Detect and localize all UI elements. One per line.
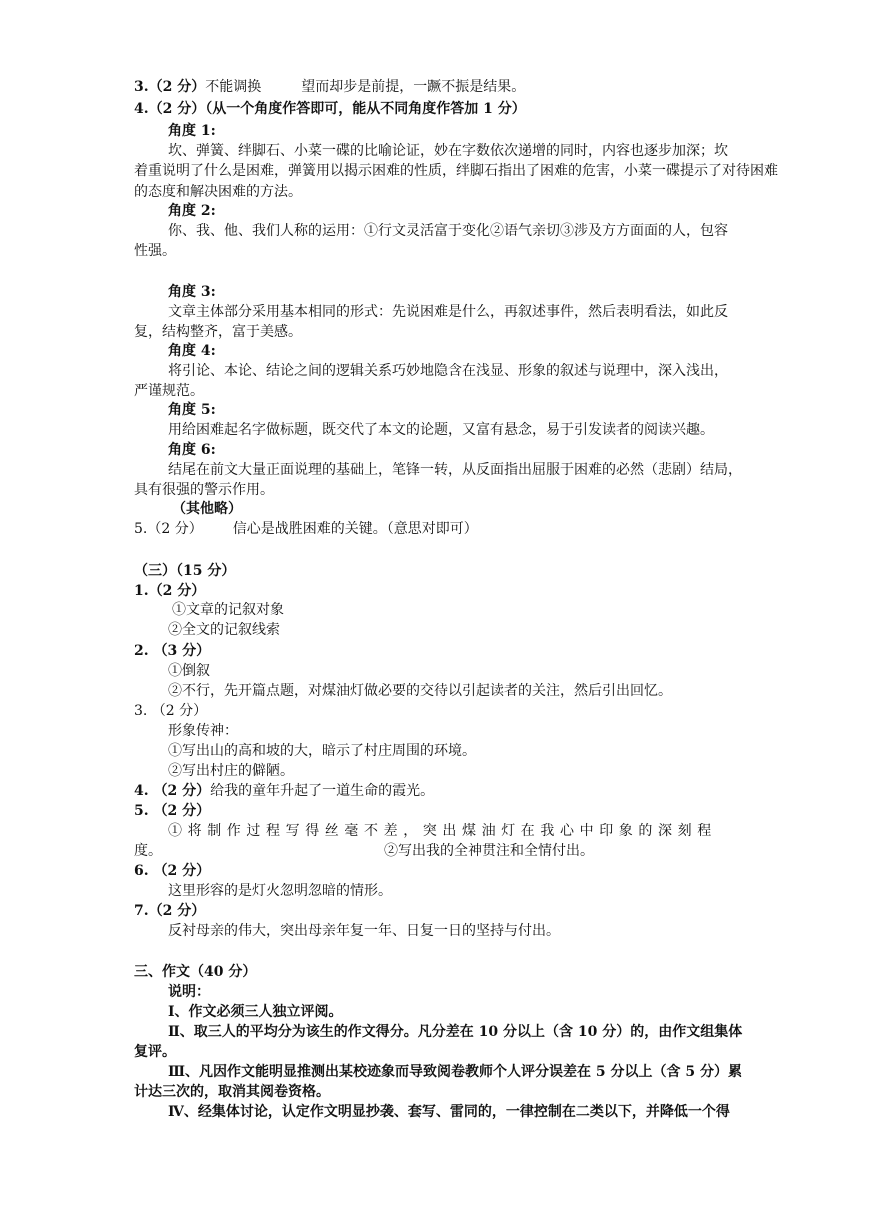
s3-q5-line1: ①将制作过程写得丝毫不差，突出煤油灯在我心中印象的深刻程	[168, 823, 717, 839]
angle-4-line1: 将引论、本论、结论之间的逻辑关系巧妙地隐含在浅显、形象的叙述与说理中，深入浅出，	[168, 363, 728, 379]
angle-3-title: 角度 3:	[168, 284, 216, 300]
s3-q5-line2	[134, 841, 594, 861]
angle-3-line1: 文章主体部分采用基本相同的形式：先说困难是什么，再叙述事件，然后表明看法，如此反	[168, 304, 728, 320]
s3-q5-line2b: ②写出我的全神贯注和全情付出。	[384, 843, 594, 859]
q5-answer: 信心是战胜困难的关键。（意思对即可）	[232, 521, 478, 537]
q5-line	[134, 519, 478, 539]
other-omitted: （其他略）	[172, 501, 242, 517]
angle-6-line1: 结尾在前文大量正面说理的基础上，笔锋一转，从反面指出屈服于困难的必然（悲剧）结局，	[168, 462, 742, 478]
angle-5-line1: 用给困难起名字做标题，既交代了本文的论题，又富有悬念，易于引发读者的阅读兴趣。	[168, 422, 714, 438]
angle-1-line1: 坎、弹簧、绊脚石、小菜一碟的比喻论证，妙在字数依次递增的同时，内容也逐步加深；坎	[168, 143, 728, 159]
s3-q3-number: 3. （2 分）	[134, 703, 208, 719]
essay-rule-4-line1: Ⅳ、经集体讨论，认定作文明显抄袭、套写、雷同的，一律控制在二类以下，并降低一个得	[168, 1104, 730, 1120]
q5-number: 5.（2 分）	[134, 521, 203, 537]
essay-rule-2-line2: 复评。	[134, 1044, 176, 1060]
s3-q4-number: 4. （2 分）	[134, 783, 211, 799]
s3-q5-number: 5. （2 分）	[134, 803, 211, 819]
s3-q1-number: 1.（2 分）	[134, 583, 206, 599]
s3-q7-answer: 反衬母亲的伟大，突出母亲年复一年、日复一日的坚持与付出。	[168, 923, 560, 939]
s3-q3-item-3: ②写出村庄的僻陋。	[168, 763, 294, 779]
essay-rule-1: Ⅰ、作文必须三人独立评阅。	[168, 1004, 343, 1020]
q4-heading: 4.（2 分）（从一个角度作答即可，能从不同角度作答加 1 分）	[134, 101, 526, 117]
s3-q5-line2a: 度。	[134, 843, 162, 859]
angle-3-rest: 复，结构整齐，富于美感。	[134, 324, 302, 340]
angle-4-title: 角度 4:	[168, 343, 216, 359]
essay-rule-2-line1: Ⅱ、取三人的平均分为该生的作文得分。凡分差在 10 分以上（含 10 分）的，由作文组集体	[168, 1024, 743, 1040]
s3-q2-item-1: ①倒叙	[168, 663, 210, 679]
essay-rule-3-line1: Ⅲ、凡因作文能明显推测出某校迹象而导致阅卷教师个人评分误差在 5 分以上（含 5 分）累	[168, 1064, 743, 1080]
s3-q4-answer: 给我的童年升起了一道生命的霞光。	[210, 783, 435, 799]
angle-2-title: 角度 2:	[168, 203, 216, 219]
angle-6-rest: 具有很强的警示作用。	[134, 482, 274, 498]
s3-q4-line	[134, 781, 434, 801]
s3-q2-item-2: ②不行，先开篇点题，对煤油灯做必要的交待以引起读者的关注，然后引出回忆。	[168, 683, 672, 699]
s3-q7-number: 7.（2 分）	[134, 903, 206, 919]
s3-q1-item-2: ②全文的记叙线索	[168, 622, 280, 638]
q3-answer-b: 望而却步是前提，一蹶不振是结果。	[301, 79, 526, 95]
essay-note: 说明：	[168, 984, 210, 1000]
q3-line	[134, 77, 525, 97]
angle-1-rest: 着重说明了什么是困难，弹簧用以揭示困难的性质，绊脚石指出了困难的危害，小菜一碟提示了对待困难的态度和解决困难的方法。	[134, 163, 778, 200]
section-3-heading: （三）（15 分）	[134, 563, 236, 579]
s3-q3-item-2: ①写出山的高和坡的大，暗示了村庄周围的环境。	[168, 743, 476, 759]
angle-5-title: 角度 5:	[168, 402, 216, 418]
q3-number: 3.（2 分）	[134, 79, 206, 95]
essay-heading: 三、作文（40 分）	[134, 964, 257, 980]
angle-4-rest: 严谨规范。	[134, 383, 204, 399]
s3-q2-number: 2. （3 分）	[134, 643, 211, 659]
angle-2-line1: 你、我、他、我们人称的运用：①行文灵活富于变化②语气亲切③涉及方方面面的人，包容	[168, 223, 728, 239]
s3-q1-item-1: ①文章的记叙对象	[172, 602, 284, 618]
q3-answer-a: 不能调换	[205, 79, 262, 95]
angle-1-title: 角度 1:	[168, 123, 216, 139]
s3-q6-answer: 这里形容的是灯火忽明忽暗的情形。	[168, 883, 392, 899]
angle-2-rest: 性强。	[134, 243, 176, 259]
s3-q6-number: 6. （2 分）	[134, 863, 211, 879]
essay-rule-3-line2: 计达三次的，取消其阅卷资格。	[134, 1084, 330, 1100]
s3-q3-item-1: 形象传神：	[168, 723, 238, 739]
angle-6-title: 角度 6:	[168, 442, 216, 458]
